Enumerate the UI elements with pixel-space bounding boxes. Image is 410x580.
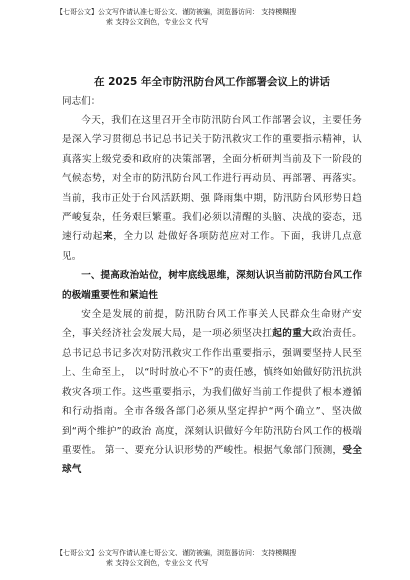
intro-paragraph — [62, 111, 362, 266]
intro-text-bold: 来 — [102, 231, 114, 243]
intro-text-1: 今天，我们在这里召开全市防汛防台风工作部署会议，主要任务是深入学习贯彻总书记总书记关于防汛救灾工作的重要指示精神，认真落实上级党委和政府的决策部署，全面分析研判当前及下一阶段的气候态势，对全市的防汛防台风工作进行再动员、再部署、再落实。 当前，我市正处于台风活跃期、强 降雨集中期，防汛防台风形势日趋严峻复杂，任务艰巨繁重。我们必须以清醒的头脑、决战的姿态，迅速行动起 — [62, 115, 362, 243]
section-heading-1: 一、提高政治站位，树牢底线思维，深刻认识当前防汛防台风工作的极端重要性和紧迫性 — [62, 270, 362, 301]
section-1-text-2: 政治责任。总书记总书记多次对防汛救灾工作作出重要指示，强调要坚持人民至上、生命至上， 以“时时放心不下”的责任感，慎终如始做好防汛抗洪救灾各项工作。这些重要指示，为我们做好当前工作提供了根本遵循和行动指南。全市各级各部门必须从坚定捍护“两个确立”、坚决做到“两个维护”的政治 高度，深刻认识做好今年防汛防台风工作的极端重要性。 第一、要充分认识形势的严峻性。根据气象部门预测， — [62, 328, 362, 456]
section-1-text-bold-1: 起的重大 — [272, 328, 313, 340]
footer-line-1: 【七哥公文】公文写作请认准七哥公文、谨防被骗，浏览器访问： 支持模糊搜 — [56, 549, 297, 557]
document-body — [62, 74, 362, 480]
section-1-paragraph — [62, 305, 362, 480]
greeting: 同志们： — [62, 96, 101, 107]
banner-line-2: 索 支持公文润色，专业公文 代写 — [106, 18, 209, 26]
footer-line-2: 索 支持公文润色，专业公文 代写 — [106, 559, 209, 567]
intro-text-2: ，全力以 赴做好各项防范应对工作。下面，我讲几点意见。 — [62, 231, 362, 262]
banner-line-1: 【七哥公文】公文写作请认准七哥公文、谨防被骗，浏览器访问： 支持模糊搜 — [56, 8, 297, 16]
section-1-text-bold-2: 受全球气 — [62, 444, 362, 476]
section-1-text-1: 安全是发展的前提，防汛防台风工作事关人民群众生命财产安全，事关经济社会发展大局，是一项必须坚决扛 — [62, 309, 362, 340]
document-title: 在 2025 年全市防汛防台风工作部署会议上的讲话 — [93, 76, 331, 88]
footer-banner — [56, 548, 356, 568]
header-banner — [56, 7, 356, 27]
